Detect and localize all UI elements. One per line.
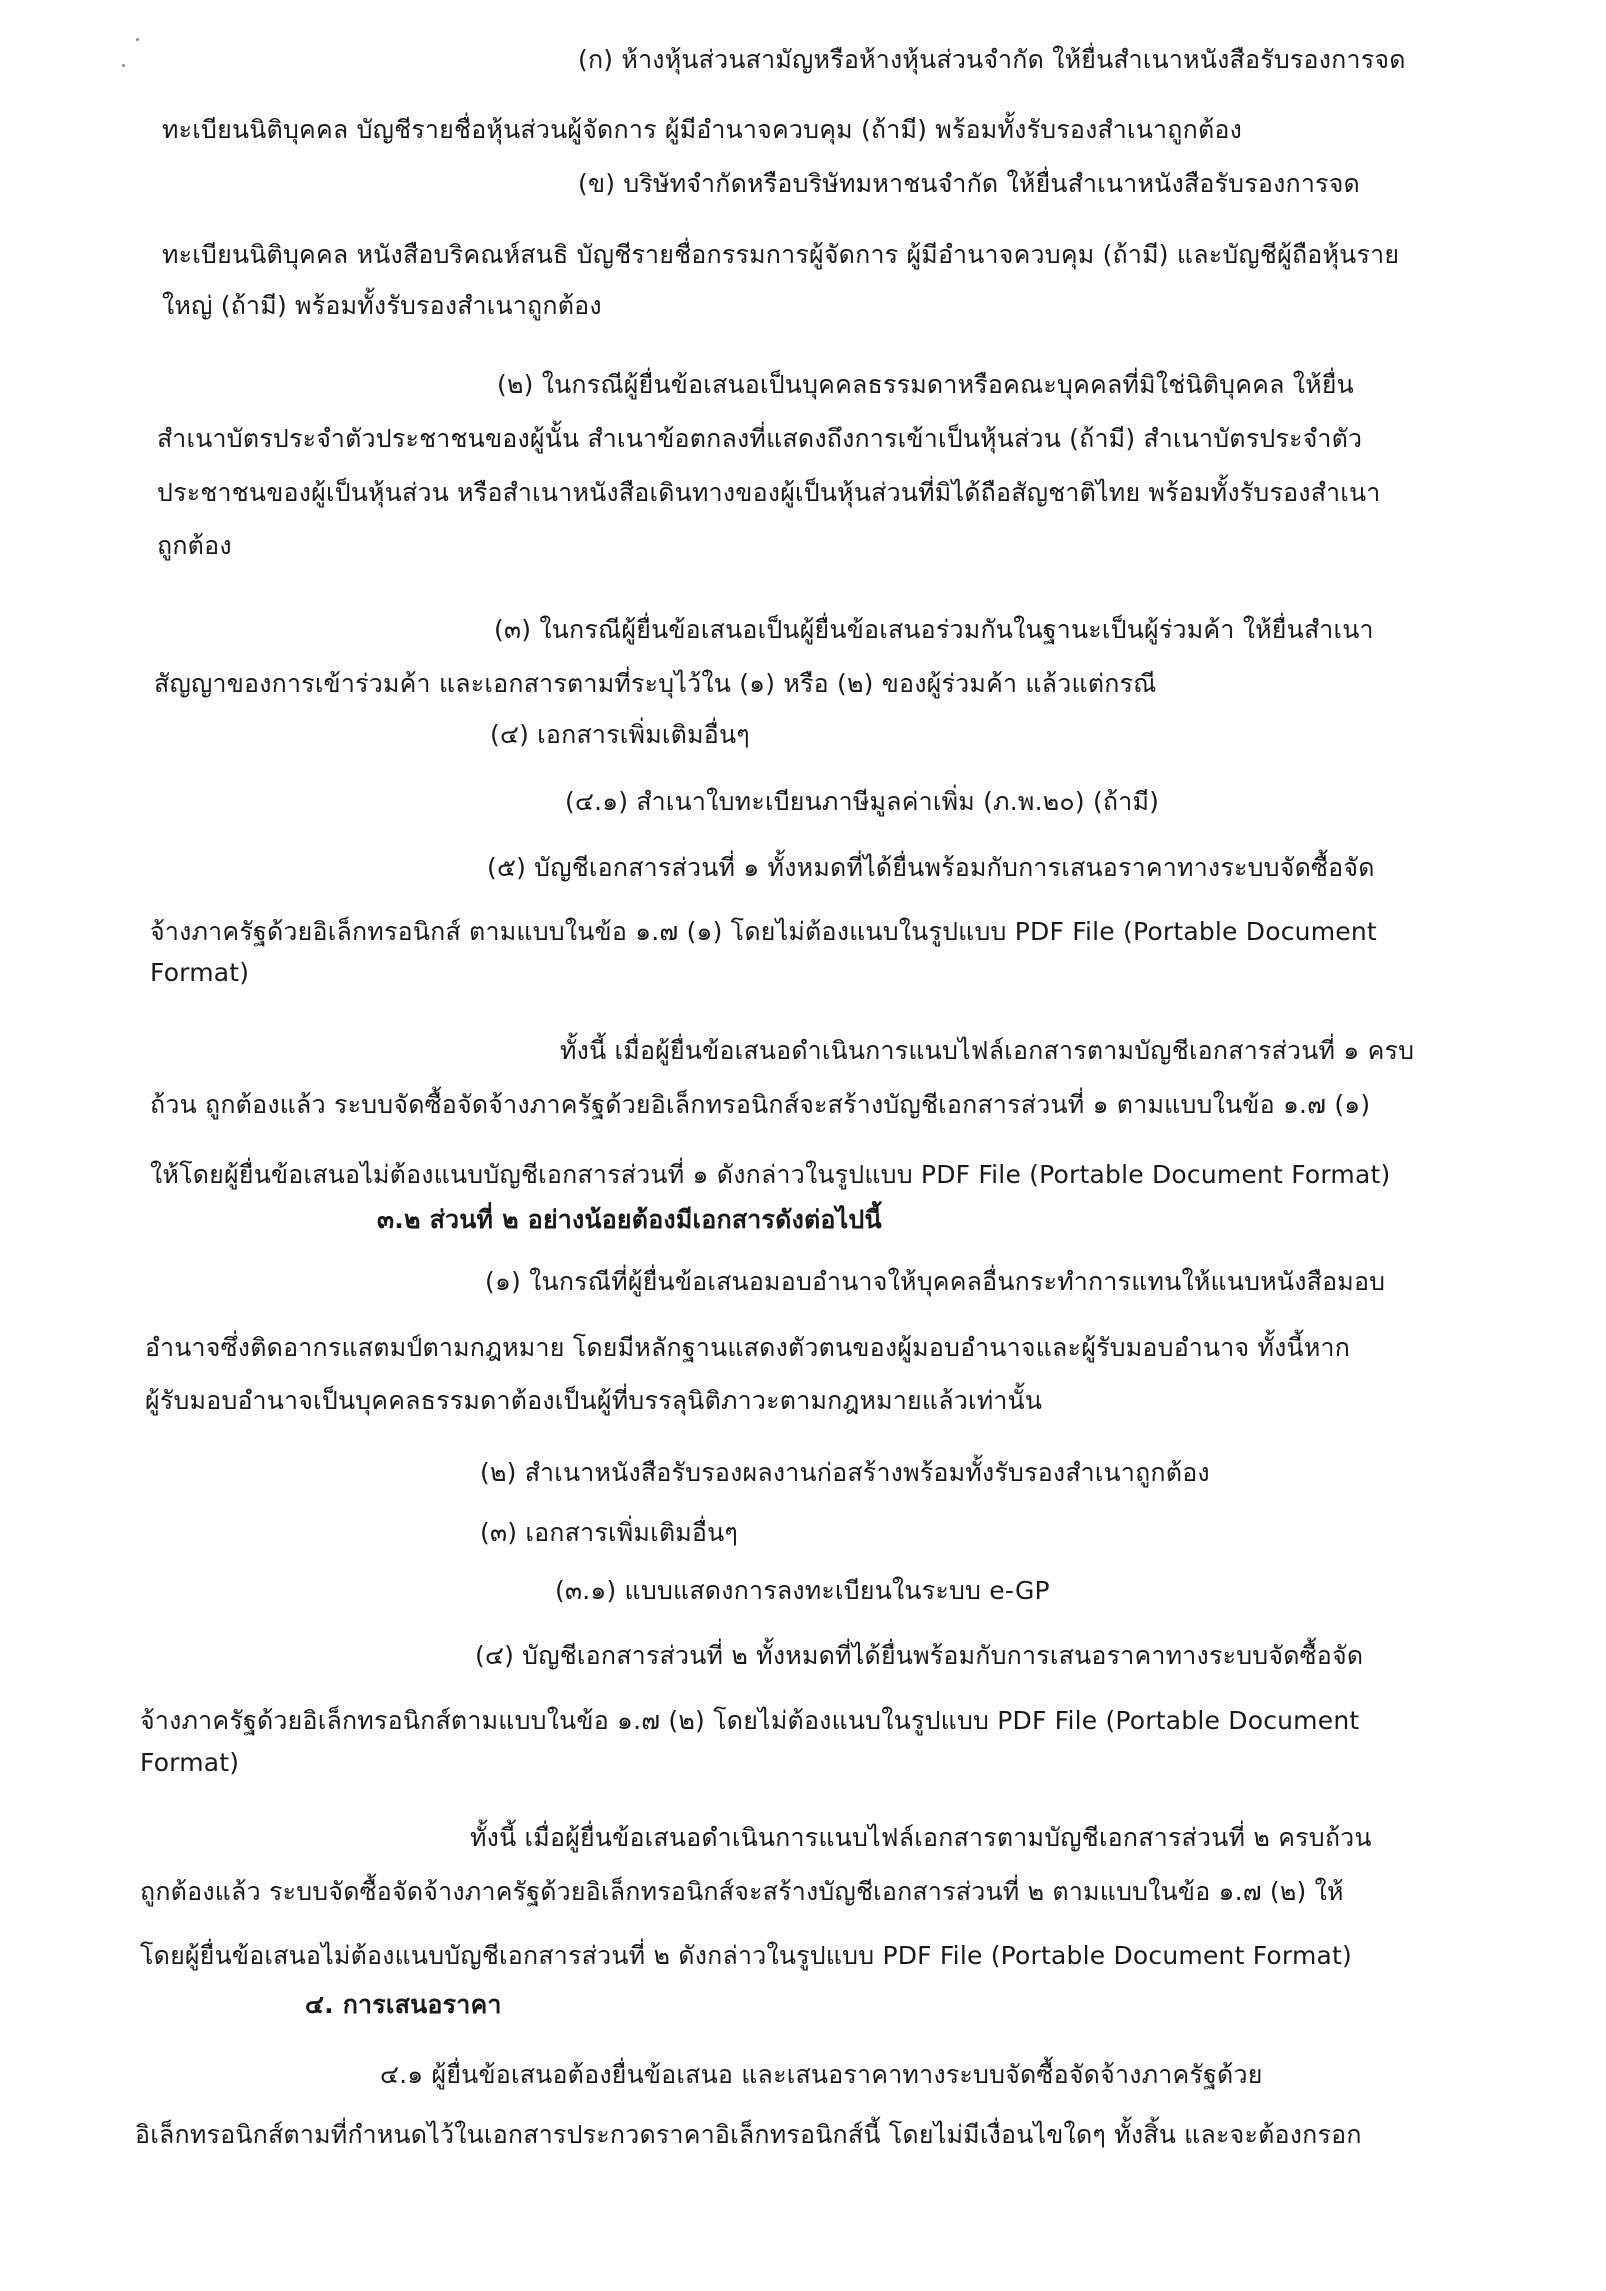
doc-line: ประชาชนของผู้เป็นหุ้นส่วน หรือสำเนาหนังสือเดินทางของผู้เป็นหุ้นส่วนที่มิได้ถือสัญชาติไทย พร้อมทั้งรับรองสำเนา bbox=[157, 478, 1381, 507]
scan-speck bbox=[122, 64, 125, 67]
doc-line: Format) bbox=[150, 958, 250, 987]
doc-line: จ้างภาครัฐด้วยอิเล็กทรอนิกส์ ตามแบบในข้อ ๑.๗ (๑) โดยไม่ต้องแนบในรูปแบบ PDF File (Portable Document bbox=[150, 917, 1377, 946]
doc-line: ทั้งนี้ เมื่อผู้ยื่นข้อเสนอดำเนินการแนบไฟล์เอกสารตามบัญชีเอกสารส่วนที่ ๒ ครบถ้วน bbox=[470, 1823, 1372, 1852]
doc-line: สัญญาของการเข้าร่วมค้า และเอกสารตามที่ระบุไว้ใน (๑) หรือ (๒) ของผู้ร่วมค้า แล้วแต่กรณี bbox=[154, 669, 1157, 698]
doc-line: ทะเบียนนิติบุคคล บัญชีรายชื่อหุ้นส่วนผู้จัดการ ผู้มีอำนาจควบคุม (ถ้ามี) พร้อมทั้งรับรองสำเนาถูกต้อง bbox=[162, 115, 1243, 144]
doc-line: (๒) สำเนาหนังสือรับรองผลงานก่อสร้างพร้อมทั้งรับรองสำเนาถูกต้อง bbox=[480, 1458, 1210, 1487]
doc-line: ถูกต้อง bbox=[157, 531, 232, 560]
doc-line: จ้างภาครัฐด้วยอิเล็กทรอนิกส์ตามแบบในข้อ ๑.๗ (๒) โดยไม่ต้องแนบในรูปแบบ PDF File (Portable Document bbox=[140, 1706, 1360, 1735]
doc-line: (๓) ในกรณีผู้ยื่นข้อเสนอเป็นผู้ยื่นข้อเสนอร่วมกันในฐานะเป็นผู้ร่วมค้า ให้ยื่นสำเนา bbox=[494, 615, 1374, 644]
doc-line: (๓.๑) แบบแสดงการลงทะเบียนในระบบ e-GP bbox=[555, 1576, 1050, 1605]
doc-line: ๔.๑ ผู้ยื่นข้อเสนอต้องยื่นข้อเสนอ และเสนอราคาทางระบบจัดซื้อจัดจ้างภาครัฐด้วย bbox=[380, 2060, 1263, 2089]
doc-line: โดยผู้ยื่นข้อเสนอไม่ต้องแนบบัญชีเอกสารส่วนที่ ๒ ดังกล่าวในรูปแบบ PDF File (Portable Document Format) bbox=[140, 1941, 1352, 1970]
doc-line: (ก) ห้างหุ้นส่วนสามัญหรือห้างหุ้นส่วนจำกัด ให้ยื่นสำเนาหนังสือรับรองการจด bbox=[578, 45, 1406, 74]
doc-line: ให้โดยผู้ยื่นข้อเสนอไม่ต้องแนบบัญชีเอกสารส่วนที่ ๑ ดังกล่าวในรูปแบบ PDF File (Portable Document Format) bbox=[150, 1160, 1391, 1189]
scan-speck bbox=[136, 38, 139, 41]
doc-line: (๓) เอกสารเพิ่มเติมอื่นๆ bbox=[480, 1518, 739, 1547]
doc-line: ทะเบียนนิติบุคคล หนังสือบริคณห์สนธิ บัญชีรายชื่อกรรมการผู้จัดการ ผู้มีอำนาจควบคุม (ถ้ามี) และบัญชีผู้ถือหุ้นราย bbox=[162, 240, 1400, 269]
doc-line: (๑) ในกรณีที่ผู้ยื่นข้อเสนอมอบอำนาจให้บุคคลอื่นกระทำการแทนให้แนบหนังสือมอบ bbox=[485, 1267, 1386, 1296]
doc-line: Format) bbox=[140, 1748, 240, 1777]
section-heading: ๔. การเสนอราคา bbox=[305, 1990, 502, 2019]
doc-line: (๒) ในกรณีผู้ยื่นข้อเสนอเป็นบุคคลธรรมดาหรือคณะบุคคลที่มิใช่นิติบุคคล ให้ยื่น bbox=[497, 370, 1354, 399]
doc-line: (๕) บัญชีเอกสารส่วนที่ ๑ ทั้งหมดที่ได้ยื่นพร้อมกับการเสนอราคาทางระบบจัดซื้อจัด bbox=[487, 853, 1375, 882]
doc-line: (๔.๑) สำเนาใบทะเบียนภาษีมูลค่าเพิ่ม (ภ.พ.๒๐) (ถ้ามี) bbox=[565, 787, 1160, 816]
doc-line: ผู้รับมอบอำนาจเป็นบุคคลธรรมดาต้องเป็นผู้ที่บรรลุนิติภาวะตามกฎหมายแล้วเท่านั้น bbox=[145, 1386, 1043, 1415]
doc-line: ถูกต้องแล้ว ระบบจัดซื้อจัดจ้างภาครัฐด้วยอิเล็กทรอนิกส์จะสร้างบัญชีเอกสารส่วนที่ ๒ ตามแบบในข้อ ๑.๗ (๒) ให้ bbox=[140, 1877, 1344, 1906]
doc-line: อำนาจซึ่งติดอากรแสตมป์ตามกฎหมาย โดยมีหลักฐานแสดงตัวตนของผู้มอบอำนาจและผู้รับมอบอำนาจ ทั้งนี้หาก bbox=[145, 1333, 1351, 1362]
doc-line: ใหญ่ (ถ้ามี) พร้อมทั้งรับรองสำเนาถูกต้อง bbox=[162, 291, 602, 320]
doc-line: (ข) บริษัทจำกัดหรือบริษัทมหาชนจำกัด ให้ยื่นสำเนาหนังสือรับรองการจด bbox=[578, 169, 1360, 198]
section-heading: ๓.๒ ส่วนที่ ๒ อย่างน้อยต้องมีเอกสารดังต่อไปนี้ bbox=[377, 1205, 882, 1234]
doc-line: (๔) บัญชีเอกสารส่วนที่ ๒ ทั้งหมดที่ได้ยื่นพร้อมกับการเสนอราคาทางระบบจัดซื้อจัด bbox=[475, 1641, 1364, 1670]
doc-line: อิเล็กทรอนิกส์ตามที่กำหนดไว้ในเอกสารประกวดราคาอิเล็กทรอนิกส์นี้ โดยไม่มีเงื่อนไขใดๆ ทั้งสิ้น และจะต้องกรอก bbox=[135, 2120, 1362, 2149]
doc-line: (๔) เอกสารเพิ่มเติมอื่นๆ bbox=[490, 720, 750, 749]
doc-line: ทั้งนี้ เมื่อผู้ยื่นข้อเสนอดำเนินการแนบไฟล์เอกสารตามบัญชีเอกสารส่วนที่ ๑ ครบ bbox=[560, 1036, 1415, 1065]
doc-line: สำเนาบัตรประจำตัวประชาชนของผู้นั้น สำเนาข้อตกลงที่แสดงถึงการเข้าเป็นหุ้นส่วน (ถ้ามี) สำเนาบัตรประจำตัว bbox=[157, 424, 1363, 453]
doc-line: ถ้วน ถูกต้องแล้ว ระบบจัดซื้อจัดจ้างภาครัฐด้วยอิเล็กทรอนิกส์จะสร้างบัญชีเอกสารส่วนที่ ๑ ตามแบบในข้อ ๑.๗ (๑) bbox=[150, 1090, 1371, 1119]
